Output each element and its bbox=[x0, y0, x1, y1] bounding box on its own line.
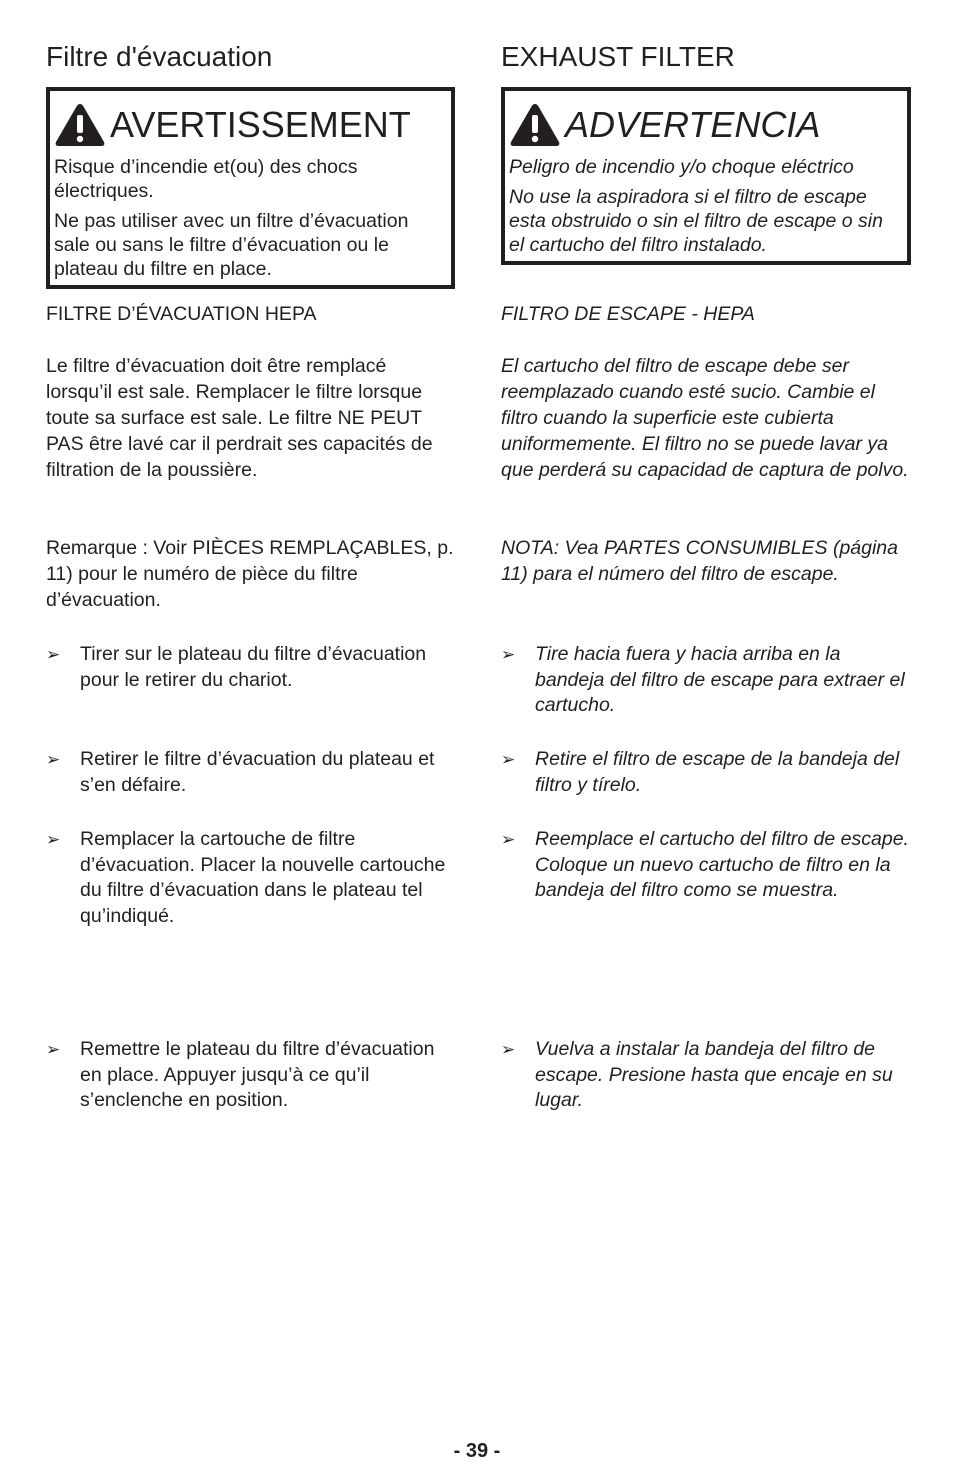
body-paragraph: El cartucho del filtro de escape debe ser reemplazado cuando esté sucio. Cambie el filtro cuando la superficie este cubierta uniformemente. El filtro no se puede lavar ya que perderá su capacidad de captura de polvo. bbox=[501, 355, 909, 481]
arrow-bullet-icon: ➢ bbox=[501, 750, 516, 769]
arrow-bullet-icon: ➢ bbox=[46, 830, 61, 849]
warning-box bbox=[46, 87, 455, 289]
page-number: - 39 - bbox=[453, 1440, 501, 1462]
step-item bbox=[46, 1037, 456, 1114]
arrow-bullet-icon: ➢ bbox=[501, 830, 516, 849]
note-paragraph: Remarque : Voir PIÈCES REMPLAÇABLES, p. 11) pour le numéro de pièce du filtre d’évacuation. bbox=[46, 537, 454, 611]
warning-triangle-icon bbox=[509, 102, 561, 148]
arrow-bullet-icon: ➢ bbox=[501, 1040, 516, 1059]
step-item bbox=[46, 747, 456, 798]
section-heading: Filtre d'évacuation bbox=[46, 41, 273, 72]
step-item bbox=[501, 642, 913, 719]
step-text: Tire hacia fuera y hacia arriba en la bandeja del filtro de escape para extraer el cartucho. bbox=[535, 643, 905, 716]
step-item bbox=[46, 642, 456, 693]
warning-box bbox=[501, 87, 911, 265]
arrow-bullet-icon: ➢ bbox=[46, 645, 61, 664]
arrow-bullet-icon: ➢ bbox=[46, 1040, 61, 1059]
section-heading: EXHAUST FILTER bbox=[501, 41, 735, 72]
arrow-bullet-icon: ➢ bbox=[46, 750, 61, 769]
subheading: FILTRE D’ÉVACUATION HEPA bbox=[46, 303, 317, 325]
warning-header bbox=[509, 99, 903, 151]
warning-line: No use la aspiradora si el filtro de escape esta obstruido o sin el filtro de escape o sin el cartucho del filtro instalado. bbox=[509, 186, 883, 256]
subheading: FILTRO DE ESCAPE - HEPA bbox=[501, 303, 755, 325]
step-text: Remplacer la cartouche de filtre d’évacuation. Placer la nouvelle cartouche du filtre d’évacuation dans le plateau tel qu’indiqué. bbox=[80, 828, 446, 927]
step-text: Reemplace el cartucho del filtro de escape. Coloque un nuevo cartucho de filtro en la bandeja del filtro como se muestra. bbox=[535, 828, 909, 901]
step-item bbox=[501, 747, 913, 798]
step-text: Tirer sur le plateau du filtre d’évacuation pour le retirer du chariot. bbox=[80, 643, 427, 691]
warning-line: Risque d’incendie et(ou) des chocs électriques. bbox=[54, 156, 358, 202]
body-paragraph: Le filtre d’évacuation doit être remplacé lorsqu’il est sale. Remplacer le filtre lorsque toute sa surface est sale. Le filtre NE PEUT PAS être lavé car il perdrait ses capacités de filtration de la poussière. bbox=[46, 355, 433, 481]
step-item bbox=[501, 1037, 913, 1114]
step-item bbox=[46, 827, 456, 929]
warning-line: Peligro de incendio y/o choque eléctrico bbox=[509, 156, 854, 178]
warning-header bbox=[54, 99, 447, 151]
step-text: Remettre le plateau du filtre d’évacuation en place. Appuyer jusqu’à ce qu’il s’enclenche en position. bbox=[80, 1038, 435, 1111]
step-item bbox=[501, 827, 913, 904]
warning-line: Ne pas utiliser avec un filtre d’évacuation sale ou sans le filtre d’évacuation ou le plateau du filtre en place. bbox=[54, 210, 409, 280]
step-text: Retire el filtro de escape de la bandeja del filtro y tírelo. bbox=[535, 748, 900, 796]
step-text: Retirer le filtre d’évacuation du plateau et s’en défaire. bbox=[80, 748, 435, 796]
step-text: Vuelva a instalar la bandeja del filtro de escape. Presione hasta que encaje en su lugar. bbox=[535, 1038, 893, 1111]
arrow-bullet-icon: ➢ bbox=[501, 645, 516, 664]
warning-title: ADVERTENCIA bbox=[565, 104, 821, 145]
warning-triangle-icon bbox=[54, 102, 106, 148]
note-paragraph: NOTA: Vea PARTES CONSUMIBLES (página 11) para el número del filtro de escape. bbox=[501, 537, 898, 585]
warning-title: AVERTISSEMENT bbox=[110, 104, 411, 145]
